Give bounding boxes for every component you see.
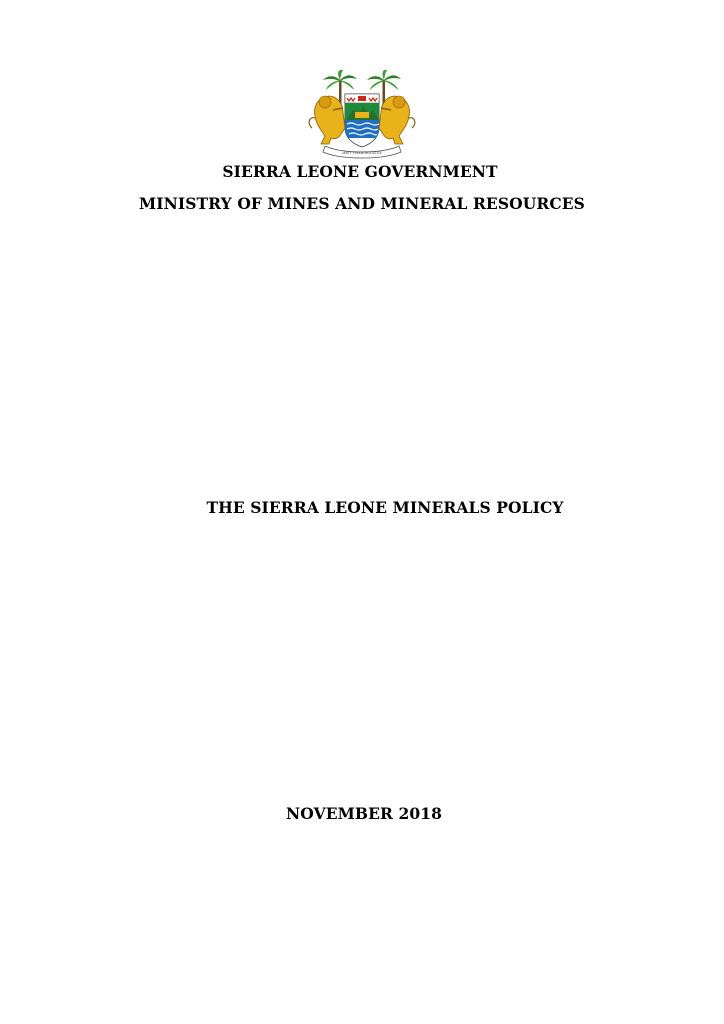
publication-date: NOVEMBER 2018 [285, 804, 443, 823]
shield [345, 94, 379, 147]
lion-right [379, 96, 415, 144]
motto-ribbon [323, 146, 401, 158]
policy-title: THE SIERRA LEONE MINERALS POLICY [206, 498, 564, 517]
ministry-heading: MINISTRY OF MINES AND MINERAL RESOURCES [139, 194, 585, 213]
coat-of-arms-emblem [303, 68, 421, 160]
lion-left [309, 96, 345, 144]
government-heading: SIERRA LEONE GOVERNMENT [222, 162, 498, 181]
motto-text: UNITY FREEDOM JUSTICE [342, 151, 382, 155]
